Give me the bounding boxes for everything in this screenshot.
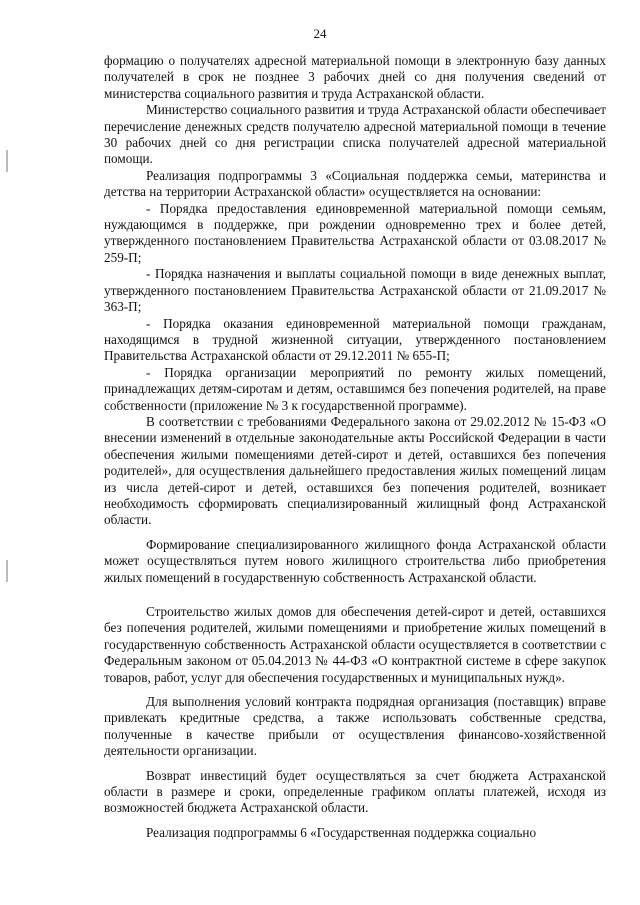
paragraph: Реализация подпрограммы 3 «Социальная поддержка семьи, материнства и детства на территории Астраханской области» осуществляется на основании: [104, 167, 606, 200]
paragraph: формацию о получателях адресной материальной помощи в электронную базу данных получателей в срок не позднее 3 рабочих дней со дня получения сведений от министерства социального развития и труда Астраханской области. [104, 53, 606, 101]
list-item: - Порядка назначения и выплаты социальной помощи в виде денежных выплат, утвержденного постановлением Правительства Астраханской области от 21.09.2017 № 363-П; [104, 266, 606, 315]
binding-mark [6, 560, 8, 582]
paragraph: Министерство социального развития и труда Астраханской области обеспечивает перечисление денежных средств получателю адресной материальной помощи в течение 30 рабочих дней со дня регистрации списка получателей адресной материальной помощи. [104, 102, 606, 167]
list-item: - Порядка оказания единовременной материальной помощи гражданам, находящимся в трудной жизненной ситуации, утвержденного постановлением Правительства Астраханской области от 29.12.2011 № 655-П; [104, 315, 606, 364]
binding-mark [6, 150, 8, 172]
paragraph: Строительство жилых домов для обеспечения детей-сирот и детей, оставшихся без попечения родителей, жилыми помещениями и приобретение жилых помещений в государственную собственность Астраханской области осуществляется в соответствии с Федеральным законом от 05.04.2013 № 44-ФЗ «О контрактной системе в сфере закупок товаров, работ, услуг для обеспечения государственных и муниципальных нужд». [104, 604, 606, 685]
page-number: 24 [313, 26, 327, 41]
paragraph: Возврат инвестиций будет осуществляться за счет бюджета Астраханской области в размере и сроки, определенные графиком оплаты платежей, исходя из возможностей бюджета Астраханской области. [104, 767, 606, 816]
paragraph: Формирование специализированного жилищного фонда Астраханской области может осуществляться путем нового жилищного строительства либо приобретения жилых помещений в государственную собственность Астраханской области. [104, 536, 606, 585]
list-item: - Порядка предоставления единовременной материальной помощи семьям, нуждающимся в поддержке, при рождении одновременно трех и более детей, утвержденного постановлением Правительства Астраханской области от 03.08.2017 № 259-П; [104, 200, 606, 265]
paragraph: В соответствии с требованиями Федерального закона от 29.02.2012 № 15-ФЗ «О внесении изменений в отдельные законодательные акты Российской Федерации в части обеспечения жилыми помещениями детей-сирот и детей, оставшихся без попечения родителей», для осуществления дальнейшего предоставления жилых помещений лицам из числа детей-сирот и детей, оставшихся без попечения родителей, возникает необходимость сформировать специализированный жилищный фонд Астраханской области. [104, 413, 606, 528]
document-body [104, 53, 606, 841]
paragraph: Реализация подпрограммы 6 «Государственная поддержка социально [146, 824, 537, 840]
list-item: - Порядка организации мероприятий по ремонту жилых помещений, принадлежащих детям-сиротам и детям, оставшимся без попечения родителей, на праве собственности (приложение № 3 к государственной программе). [104, 364, 606, 413]
paragraph: Для выполнения условий контракта подрядная организация (поставщик) вправе привлекать кредитные средства, а также использовать собственные средства, полученные в качестве прибыли от осуществления финансово-хозяйственной деятельности организации. [104, 694, 606, 759]
